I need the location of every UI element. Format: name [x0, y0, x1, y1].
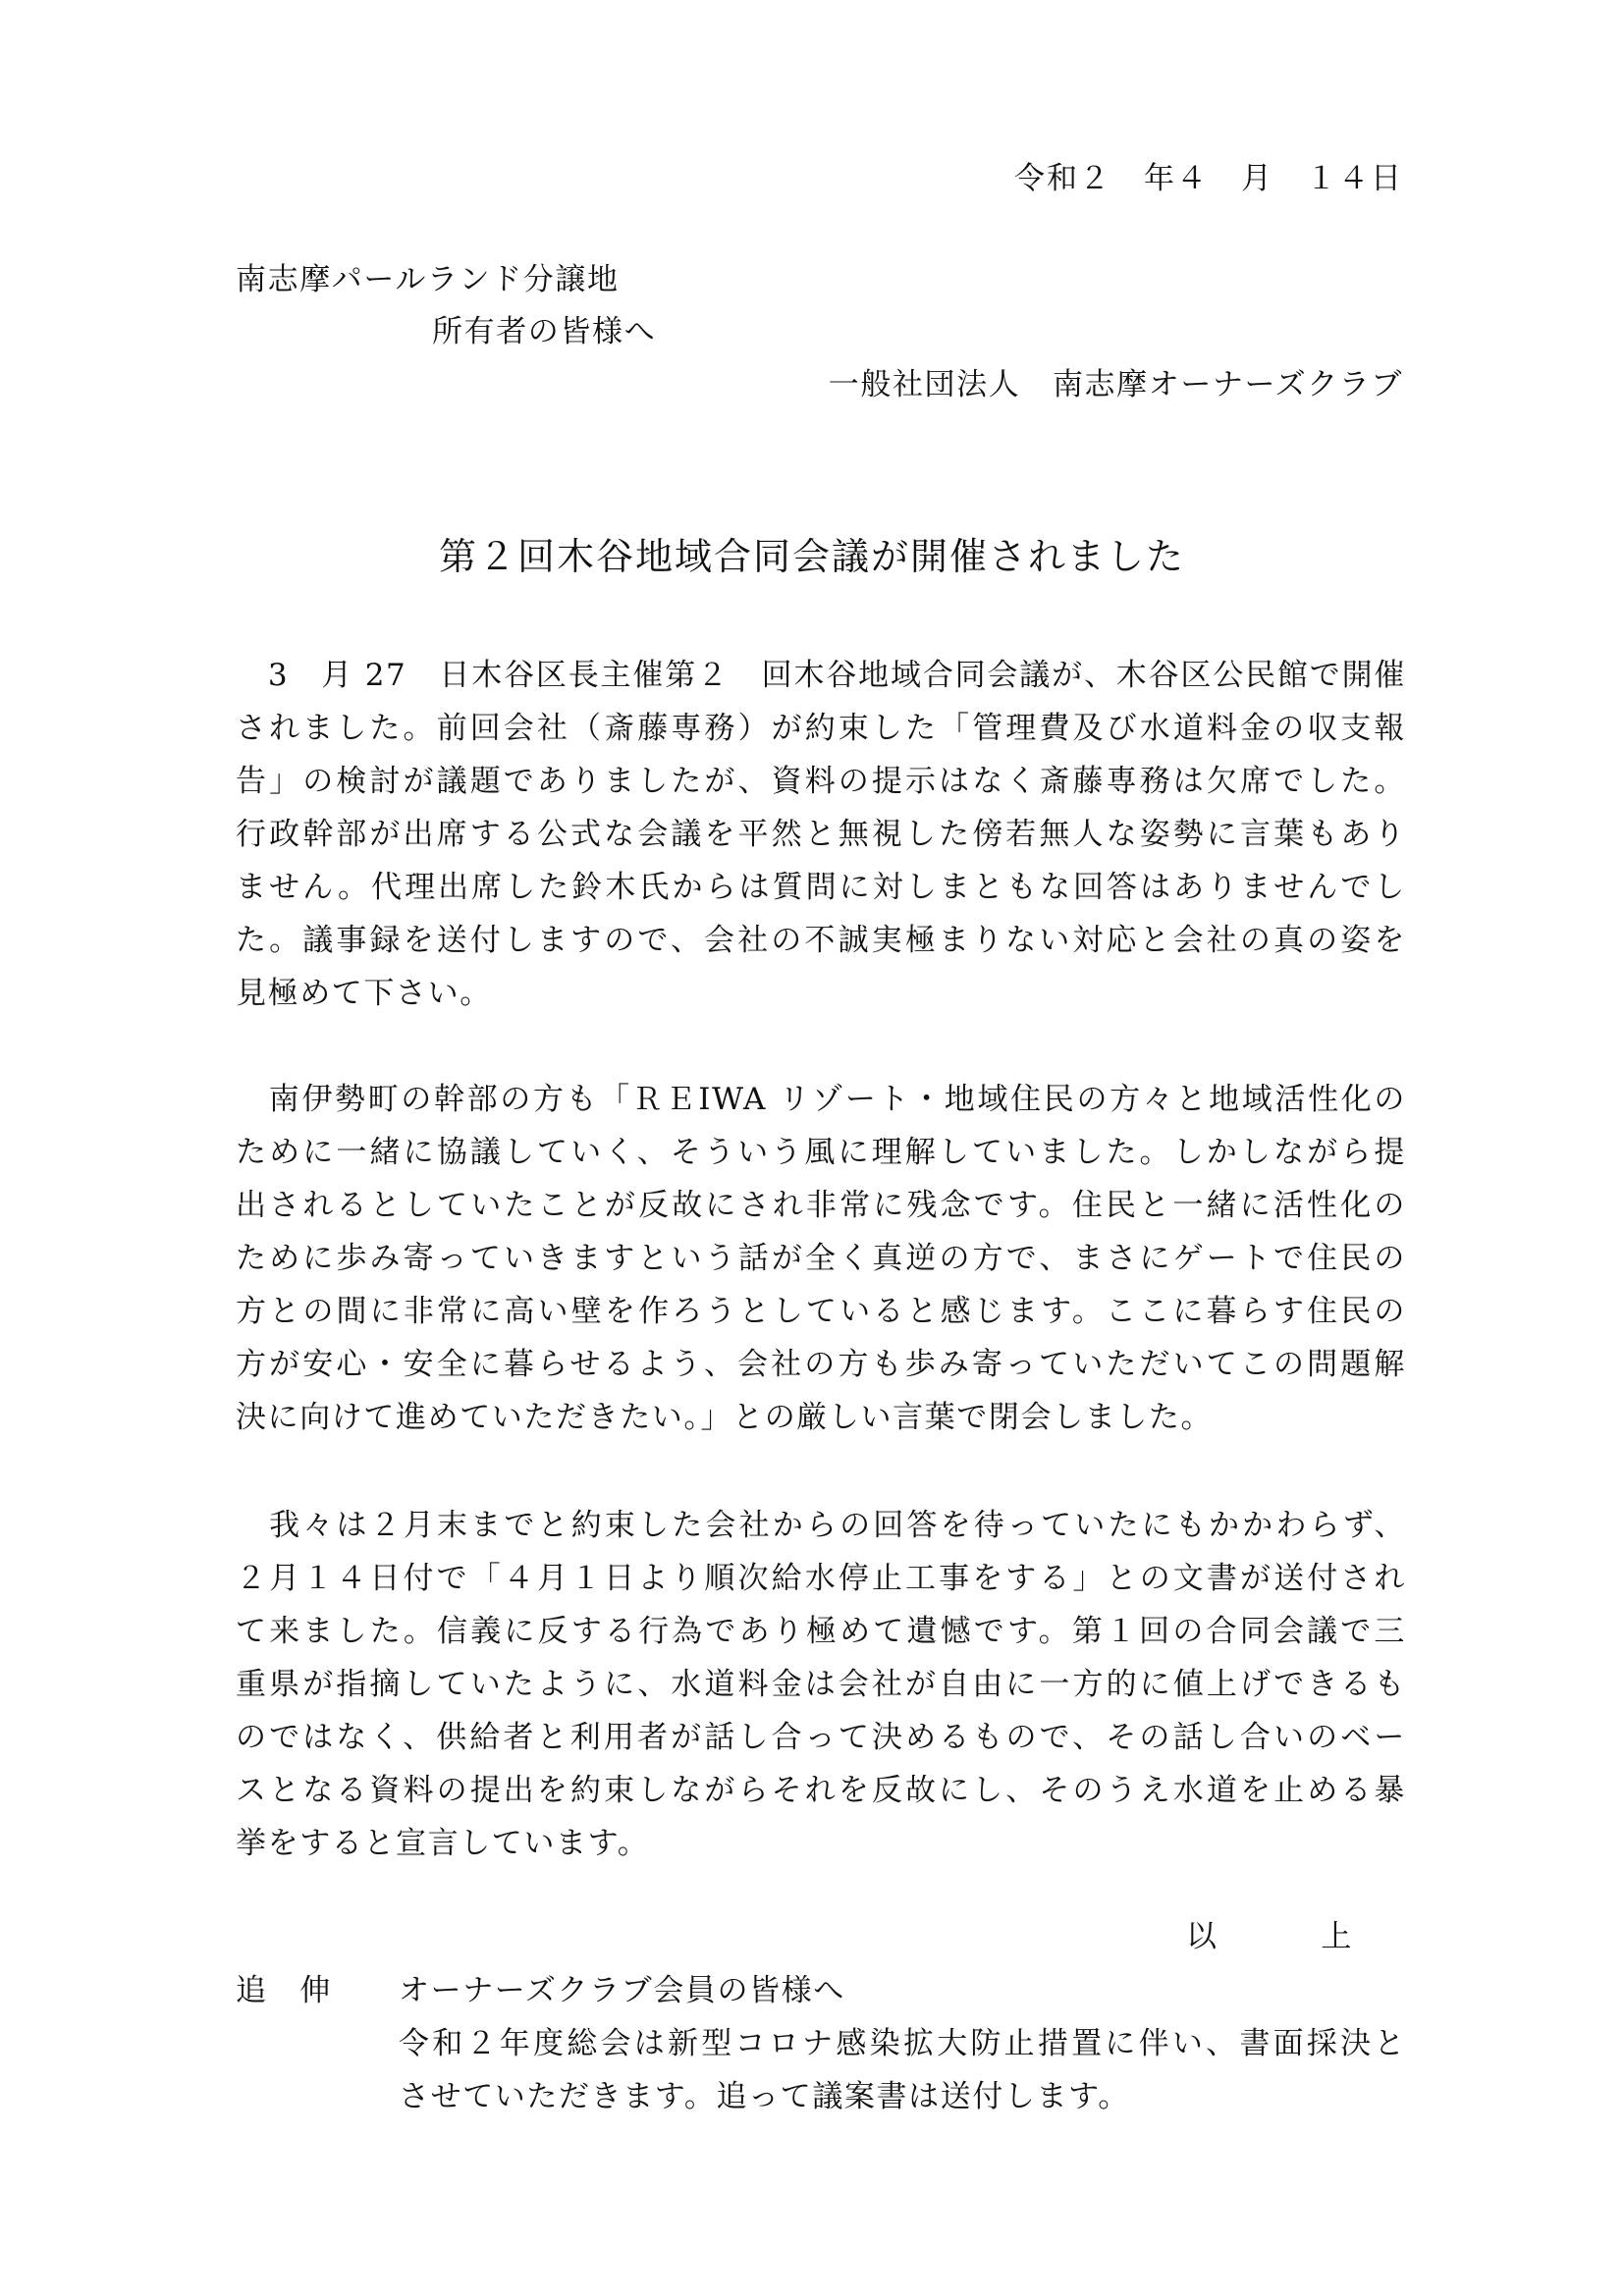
postscript-line: 令和２年度総会は新型コロナ感染拡大防止措置に伴い、書面採決と — [399, 2026, 1406, 2061]
closing-mark: 以 上 — [1186, 1919, 1353, 1954]
body-line: て来ました。信義に反する行為であり極めて遺憾です。第１回の合同会議で三 — [236, 1614, 1406, 1649]
letter-date: 令和２ 年４ 月 １４日 — [1014, 161, 1403, 196]
body-line: ために一緒に協議していく、そういう風に理解していました。しかしながら提 — [236, 1135, 1406, 1170]
body-line: 行政幹部が出席する公式な会議を平然と無視した傍若無人な姿勢に言葉もあり — [236, 817, 1406, 852]
body-line: 方との間に非常に高い壁を作ろうとしていると感じます。ここに暮らす住民の — [236, 1294, 1406, 1329]
body-line: されました。前回会社（斎藤専務）が約束した「管理費及び水道料金の収支報 — [236, 711, 1406, 746]
body-line: ために歩み寄っていきますという話が全く真逆の方で、まさにゲートで住民の — [236, 1241, 1406, 1276]
body-line: 告」の検討が議題でありましたが、資料の提示はなく斎藤専務は欠席でした。 — [236, 764, 1406, 799]
body-line: 重県が指摘していたように、水道料金は会社が自由に一方的に値上げできるも — [236, 1667, 1406, 1702]
body-line: 我々は２月末までと約束した会社からの回答を待っていたにもかかわらず、 — [236, 1508, 1406, 1543]
body-line: 見極めて下さい。 — [236, 976, 492, 1011]
postscript-label: 追 伸 — [236, 1973, 332, 2008]
postscript-line: させていただきます。追って議案書は送付します。 — [399, 2079, 1130, 2114]
body-line: のではなく、供給者と利用者が話し合って決めるもので、その話し合いのベー — [236, 1720, 1406, 1755]
body-line: ２月１４日付で「４月１日より順次給水停止工事をする」との文書が送付され — [236, 1561, 1406, 1596]
body-line: 決に向けて進めていただきたい。」との厳しい言葉で閉会しました。 — [236, 1400, 1214, 1435]
postscript-heading: オーナーズクラブ会員の皆様へ — [399, 1973, 845, 2008]
body-line: た。議事録を送付しますので、会社の不誠実極まりない対応と会社の真の姿を — [236, 923, 1406, 958]
body-line: スとなる資料の提出を約束しながらそれを反故にし、そのうえ水道を止める暴 — [236, 1773, 1406, 1808]
recipient-line-2: 所有者の皆様へ — [432, 314, 657, 349]
letter-title: 第２回木谷地域合同会議が開催されました — [438, 535, 1185, 578]
body-line: 方が安心・安全に暮らせるよう、会社の方も歩み寄っていただいてこの問題解 — [236, 1347, 1406, 1382]
body-line: 出されるとしていたことが反故にされ非常に残念です。住民と一緒に活性化の — [236, 1188, 1406, 1223]
sender-organization: 一般社団法人 南志摩オーナーズクラブ — [828, 367, 1403, 402]
body-line: 3 月 27 日木谷区長主催第２ 回木谷地域合同会議が、木谷区公民館で開催 — [236, 658, 1406, 693]
body-line: 南伊勢町の幹部の方も「ＲＥIWA リゾート・地域住民の方々と地域活性化の — [236, 1082, 1406, 1117]
recipient-line-1: 南志摩パールランド分譲地 — [236, 262, 620, 297]
body-line: ません。代理出席した鈴木氏からは質問に対しまともな回答はありませんでし — [236, 870, 1406, 905]
body-line: 挙をすると宣言しています。 — [236, 1826, 650, 1861]
